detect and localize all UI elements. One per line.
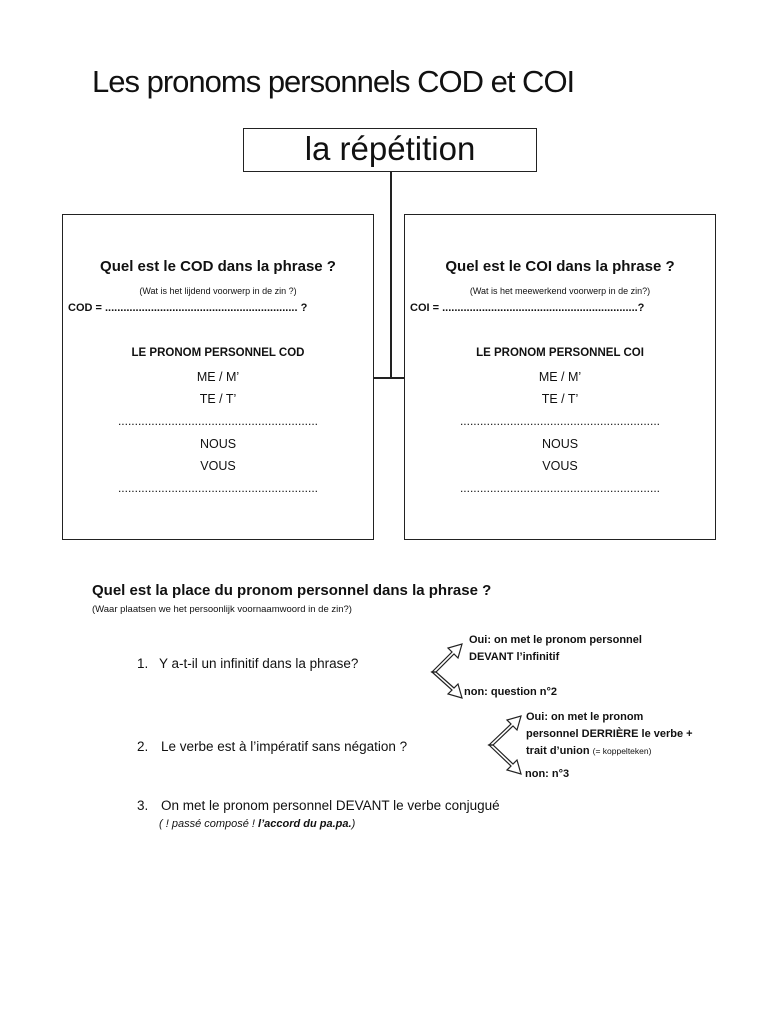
cod-pronoun-vous: VOUS	[200, 459, 236, 473]
item-2-arrow-icon	[489, 716, 521, 774]
item-1-text: Y a-t-il un infinitif dans la phrase?	[159, 656, 359, 671]
item-1-no: non: question n°2	[464, 686, 558, 698]
coi-blank-1: ............................................................	[459, 414, 661, 428]
coi-pronoun-title: LE PRONOM PERSONNEL COI	[476, 347, 644, 359]
item-1-yes-line-1: Oui: on met le pronom personnel	[469, 634, 642, 646]
item-3-note-a: ( ! passé composé !	[159, 818, 259, 830]
item-2-yes-line-1: Oui: on met le pronom	[526, 711, 644, 723]
section-question: Quel est la place du pronom personnel dans la phrase ?	[92, 582, 492, 599]
coi-pronoun-vous: VOUS	[542, 459, 578, 473]
coi-pronoun-nous: NOUS	[541, 437, 579, 451]
cod-subtitle: (Wat is het lijdend voorwerp in de zin ?)	[139, 286, 297, 296]
item-1-number: 1.	[137, 656, 149, 671]
item-2-text: Le verbe est à l’impératif sans négation ?	[161, 739, 408, 754]
cod-pronoun-title: LE PRONOM PERSONNEL COD	[131, 347, 305, 359]
item-2-no: non: n°3	[525, 768, 570, 780]
section-subtitle: (Waar plaatsen we het persoonlijk voornaamwoord in de zin?)	[92, 604, 352, 615]
cod-pronoun-nous: NOUS	[199, 437, 237, 451]
page-title: Les pronoms personnels COD et COI	[92, 64, 575, 99]
cod-pronoun-te: TE / T’	[199, 392, 237, 406]
repetition-box: la répétition	[243, 128, 537, 172]
coi-subtitle: (Wat is het meewerkend voorwerp in de zin?)	[469, 286, 651, 296]
item-3-text: On met le pronom personnel DEVANT le verbe conjugué	[161, 798, 500, 813]
item-2-yes-line-2: personnel DERRIÈRE le verbe +	[526, 728, 693, 740]
coi-question: Quel est le COI dans la phrase ?	[445, 258, 675, 275]
item-3-note-b: l’accord du pa.pa.	[258, 818, 352, 830]
cod-blank-2: ............................................................	[117, 481, 319, 495]
cod-pronoun-me: ME / M’	[196, 370, 240, 384]
item-2-yes-note: (= koppelteken)	[592, 746, 652, 756]
item-2-number: 2.	[137, 739, 149, 754]
item-2-yes-line-3: trait d’union	[526, 745, 590, 757]
cod-question: Quel est le COD dans la phrase ?	[100, 258, 336, 275]
cod-blank-1: ............................................................	[117, 414, 319, 428]
coi-blank-2: ............................................................	[459, 481, 661, 495]
item-3-note-c: )	[351, 818, 356, 830]
coi-field: COI = ................................................................?	[410, 302, 645, 314]
cod-field: COD = ............................................................... ?	[68, 302, 308, 314]
coi-pronoun-me: ME / M’	[538, 370, 582, 384]
coi-pronoun-te: TE / T’	[541, 392, 579, 406]
item-3-number: 3.	[137, 798, 149, 813]
item-1-yes-line-2: DEVANT l’infinitif	[469, 651, 560, 663]
item-1-arrow-icon	[432, 644, 462, 698]
